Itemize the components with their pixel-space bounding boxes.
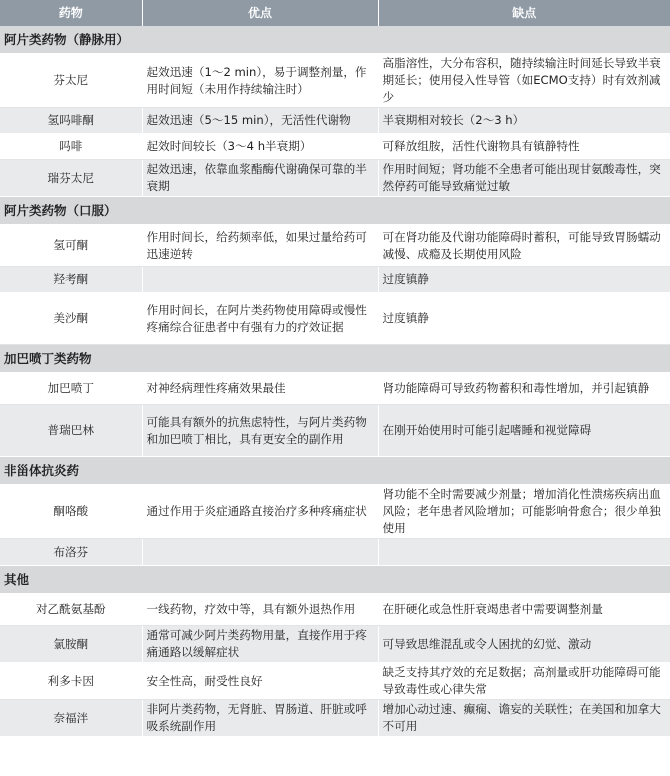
pros-cell: 通常可减少阿片类药物用量，直接作用于疼痛通路以缓解症状 [142, 626, 378, 663]
category-row [0, 197, 670, 225]
drug-name-cell: 吗啡 [0, 134, 142, 160]
drug-name-cell: 芬太尼 [0, 54, 142, 108]
table-row [0, 485, 670, 539]
table-row [0, 293, 670, 345]
cons-cell: 过度镇静 [378, 293, 670, 345]
cons-cell: 缺乏支持其疗效的充足数据；高剂量或肝功能障碍可能导致毒性或心律失常 [378, 663, 670, 700]
pros-cell: 非阿片类药物，无肾脏、胃肠道、肝脏或呼吸系统副作用 [142, 700, 378, 737]
category-row [0, 566, 670, 594]
table-row [0, 539, 670, 566]
cons-cell: 高脂溶性，大分布容积，随持续输注时间延长导致半衰期延长；使用侵入性导管（如ECMO支持）时有效剂减少 [378, 54, 670, 108]
cons-cell: 半衰期相对较长（2～3 h） [378, 108, 670, 134]
pros-cell: 起效迅速（1～2 min），易于调整剂量，作用时间短（未用作持续输注时） [142, 54, 378, 108]
category-title: 阿片类药物（口服） [0, 197, 670, 225]
header-drug: 药物 [0, 0, 142, 26]
pros-cell: 起效时间较长（3～4 h半衰期） [142, 134, 378, 160]
cons-cell: 过度镇静 [378, 267, 670, 293]
drug-name-cell: 加巴喷丁 [0, 373, 142, 405]
cons-cell: 可在肾功能及代谢功能障碍时蓄积，可能导致胃肠蠕动减慢、成瘾及长期使用风险 [378, 225, 670, 267]
drug-name-cell: 布洛芬 [0, 539, 142, 566]
drug-name-cell: 酮咯酸 [0, 485, 142, 539]
table-row [0, 405, 670, 457]
pros-cell: 作用时间长，给药频率低，如果过量给药可迅速逆转 [142, 225, 378, 267]
pros-cell: 起效迅速（5～15 min），无活性代谢物 [142, 108, 378, 134]
cons-cell: 可释放组胺，活性代谢物具有镇静特性 [378, 134, 670, 160]
drug-name-cell: 普瑞巴林 [0, 405, 142, 457]
pros-cell: 通过作用于炎症通路直接治疗多种疼痛症状 [142, 485, 378, 539]
table-row [0, 373, 670, 405]
pros-cell: 可能具有额外的抗焦虑特性，与阿片类药物和加巴喷丁相比，具有更安全的副作用 [142, 405, 378, 457]
drug-name-cell: 对乙酰氨基酚 [0, 594, 142, 626]
header-cons: 缺点 [378, 0, 670, 26]
header-row [0, 0, 670, 26]
drug-name-cell: 美沙酮 [0, 293, 142, 345]
category-row [0, 345, 670, 373]
cons-cell: 可导致思维混乱或令人困扰的幻觉、激动 [378, 626, 670, 663]
cons-cell: 肾功能障碍可导致药物蓄积和毒性增加，并引起镇静 [378, 373, 670, 405]
cons-cell: 在肝硬化或急性肝衰竭患者中需要调整剂量 [378, 594, 670, 626]
category-row [0, 457, 670, 485]
drug-name-cell: 羟考酮 [0, 267, 142, 293]
drug-name-cell: 利多卡因 [0, 663, 142, 700]
table-row [0, 700, 670, 737]
table-row [0, 267, 670, 293]
cons-cell: 增加心动过速、癫痫、谵妄的关联性；在美国和加拿大不可用 [378, 700, 670, 737]
table-row [0, 626, 670, 663]
drug-name-cell: 氯胺酮 [0, 626, 142, 663]
header-pros: 优点 [142, 0, 378, 26]
table-body [0, 26, 670, 737]
drug-name-cell: 瑞芬太尼 [0, 160, 142, 197]
cons-cell: 作用时间短；肾功能不全患者可能出现甘氨酸毒性，突然停药可能导致痛觉过敏 [378, 160, 670, 197]
drug-name-cell: 氢吗啡酮 [0, 108, 142, 134]
pros-cell: 一线药物，疗效中等，具有额外退热作用 [142, 594, 378, 626]
table-row [0, 134, 670, 160]
table-row [0, 225, 670, 267]
drug-name-cell: 氢可酮 [0, 225, 142, 267]
category-title: 加巴喷丁类药物 [0, 345, 670, 373]
pros-cell: 对神经病理性疼痛效果最佳 [142, 373, 378, 405]
category-row [0, 26, 670, 54]
pros-cell [142, 539, 378, 566]
cons-cell: 肾功能不全时需要减少剂量；增加消化性溃疡疾病出血风险；老年患者风险增加；可能影响骨愈合；很少单独使用 [378, 485, 670, 539]
pros-cell: 作用时间长，在阿片类药物使用障碍或慢性疼痛综合征患者中有强有力的疗效证据 [142, 293, 378, 345]
cons-cell: 在刚开始使用时可能引起嗜睡和视觉障碍 [378, 405, 670, 457]
pros-cell [142, 267, 378, 293]
drug-name-cell: 奈福泮 [0, 700, 142, 737]
pros-cell: 起效迅速，依靠血浆酯酶代谢确保可靠的半衰期 [142, 160, 378, 197]
category-title: 非甾体抗炎药 [0, 457, 670, 485]
category-title: 阿片类药物（静脉用） [0, 26, 670, 54]
table-row [0, 594, 670, 626]
category-title: 其他 [0, 566, 670, 594]
table-row [0, 663, 670, 700]
pros-cell: 安全性高，耐受性良好 [142, 663, 378, 700]
cons-cell [378, 539, 670, 566]
table-row [0, 54, 670, 108]
table-row [0, 108, 670, 134]
table-row [0, 160, 670, 197]
